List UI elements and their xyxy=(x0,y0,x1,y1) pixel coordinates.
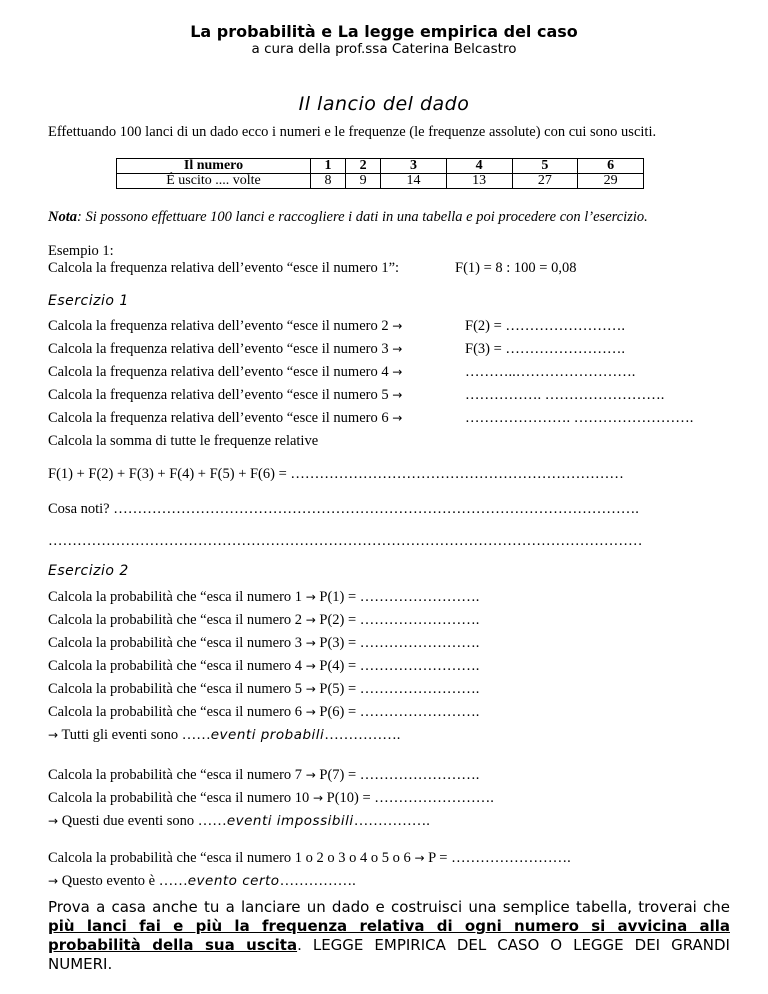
arrow-icon: → xyxy=(305,659,316,673)
answer-blank: F(2) = ……………………. xyxy=(465,318,626,334)
section-title: Il lancio del dado xyxy=(298,93,470,115)
key-statement: più lanci fai e più la frequenza relativa di ogni numero si avvicina alla probabilità della sua uscita xyxy=(48,917,730,954)
frequency-table xyxy=(116,158,644,189)
list-item: Calcola la frequenza relativa dell’evento “esce il numero 6 → xyxy=(48,410,403,426)
impossibili-line: → Questi due eventi sono ……eventi impossibili……………. xyxy=(48,813,430,829)
arrow-icon: → xyxy=(414,851,425,865)
esercizio2-title: Esercizio 2 xyxy=(48,563,129,579)
conclusion-paragraph: Prova a casa anche tu a lanciare un dado e costruisci una semplice tabella, troverai che più lanci fai e più la frequenza relativa di ogni numero si avvicina alla probabilità della sua uscita. LEGGE EMPIRICA DEL CASO O LEGGE DEI GRANDI NUMERI. xyxy=(48,898,730,973)
list-item: Calcola la probabilità che “esca il numero 5 → P(5) = ……………………. xyxy=(48,681,480,697)
table-row xyxy=(117,159,644,174)
table-cell: 27 xyxy=(512,174,578,189)
table-cell: 29 xyxy=(578,174,644,189)
esempio-answer: F(1) = 8 : 100 = 0,08 xyxy=(455,260,577,276)
list-item: Calcola la frequenza relativa dell’evento “esce il numero 5 → xyxy=(48,387,403,403)
arrow-icon: → xyxy=(305,682,316,696)
esempio-question: Calcola la frequenza relativa dell’evento “esce il numero 1”: xyxy=(48,260,400,276)
noti-line-2: …………………………………………………………………………………………………………… xyxy=(48,533,643,549)
table-cell: 1 xyxy=(311,159,346,174)
table-cell: 14 xyxy=(381,174,447,189)
list-item: Calcola la probabilità che “esca il numero 3 → P(3) = ……………………. xyxy=(48,635,480,651)
list-item: Calcola la probabilità che “esca il numero 1 o 2 o 3 o 4 o 5 o 6 → P = ……………………. xyxy=(48,850,571,866)
arrow-icon: → xyxy=(48,728,59,742)
list-item: Calcola la frequenza relativa dell’evento “esce il numero 3 → xyxy=(48,341,403,357)
document-subtitle: a cura della prof.ssa Caterina Belcastro xyxy=(251,41,517,57)
table-cell: 13 xyxy=(446,174,512,189)
certo-line: → Questo evento è ……evento certo……………. xyxy=(48,873,356,889)
table-cell: 9 xyxy=(346,174,381,189)
arrow-icon: → xyxy=(392,365,403,379)
table-row xyxy=(117,174,644,189)
probabili-line: → Tutti gli eventi sono ……eventi probabili……………. xyxy=(48,727,401,743)
handwritten-answer: eventi probabili xyxy=(210,727,325,743)
answer-blank: ………..……………………. xyxy=(465,364,636,380)
arrow-icon: → xyxy=(305,636,316,650)
arrow-icon: → xyxy=(305,705,316,719)
arrow-icon: → xyxy=(305,613,316,627)
list-item: Calcola la frequenza relativa dell’evento “esce il numero 2 → xyxy=(48,318,403,334)
arrow-icon: → xyxy=(392,411,403,425)
answer-blank: …………………. ……………………. xyxy=(465,410,694,426)
table-cell: 4 xyxy=(446,159,512,174)
arrow-icon: → xyxy=(392,342,403,356)
arrow-icon: → xyxy=(305,768,316,782)
nota-label: Nota xyxy=(48,209,77,225)
intro-text: Effettuando 100 lanci di un dado ecco i numeri e le frequenze (le frequenze assolute) con cui sono usciti. xyxy=(48,124,657,140)
list-item: Calcola la probabilità che “esca il numero 4 → P(4) = ……………………. xyxy=(48,658,480,674)
noti-line: Cosa noti? ………………………………………………………………………………………………. xyxy=(48,501,639,517)
table-cell: 2 xyxy=(346,159,381,174)
arrow-icon: → xyxy=(312,791,323,805)
answer-blank: F(3) = ……………………. xyxy=(465,341,626,357)
handwritten-answer: evento certo xyxy=(187,873,280,889)
arrow-icon: → xyxy=(392,388,403,402)
handwritten-answer: eventi impossibili xyxy=(226,813,354,829)
list-item: Calcola la probabilità che “esca il numero 6 → P(6) = ……………………. xyxy=(48,704,480,720)
arrow-icon: → xyxy=(392,319,403,333)
table-cell: 5 xyxy=(512,159,578,174)
esempio-title: Esempio 1: xyxy=(48,243,114,259)
sum-line: F(1) + F(2) + F(3) + F(4) + F(5) + F(6) = …………………………………………………………… xyxy=(48,466,624,482)
esercizio1-title: Esercizio 1 xyxy=(48,293,129,309)
list-item: Calcola la probabilità che “esca il numero 10 → P(10) = ……………………. xyxy=(48,790,494,806)
arrow-icon: → xyxy=(48,874,59,888)
table-row-header: É uscito .... volte xyxy=(117,174,311,189)
list-item: Calcola la probabilità che “esca il numero 2 → P(2) = ……………………. xyxy=(48,612,480,628)
answer-blank: ……………. ……………………. xyxy=(465,387,665,403)
list-item: Calcola la probabilità che “esca il numero 7 → P(7) = ……………………. xyxy=(48,767,480,783)
nota-paragraph xyxy=(48,209,648,226)
table-cell: 3 xyxy=(381,159,447,174)
sum-prompt: Calcola la somma di tutte le frequenze relative xyxy=(48,433,319,449)
list-item: Calcola la probabilità che “esca il numero 1 → P(1) = ……………………. xyxy=(48,589,480,605)
arrow-icon: → xyxy=(305,590,316,604)
arrow-icon: → xyxy=(48,814,59,828)
table-cell: 6 xyxy=(578,159,644,174)
nota-text: : Si possono effettuare 100 lanci e raccogliere i dati in una tabella e poi procedere con l’esercizio. xyxy=(77,209,648,225)
document-title: La probabilità e La legge empirica del caso xyxy=(190,22,578,41)
table-row-header: Il numero xyxy=(117,159,311,174)
table-cell: 8 xyxy=(311,174,346,189)
list-item: Calcola la frequenza relativa dell’evento “esce il numero 4 → xyxy=(48,364,403,380)
